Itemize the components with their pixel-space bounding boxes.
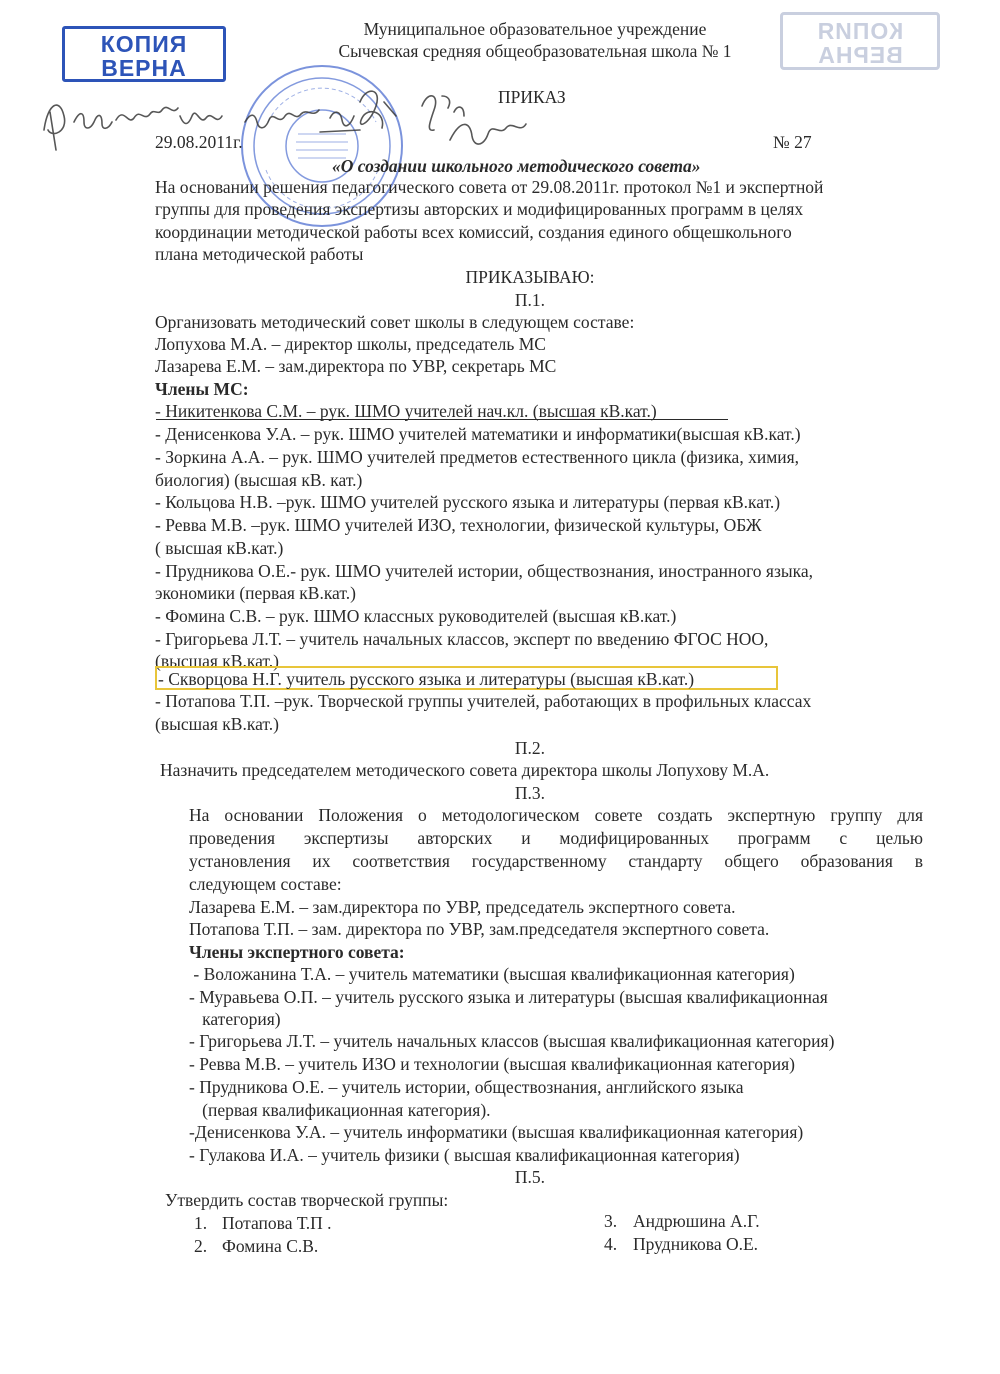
p3-paragraph-line: На основании Положения о методологическом совете создать экспертную группу для xyxy=(189,805,923,825)
p3-member-line: - Гулакова И.А. – учитель физики ( высшая квалификационная категория) xyxy=(189,1145,740,1165)
preamble-line: плана методической работы xyxy=(155,244,364,264)
org-name-line2: Сычевская средняя общеобразовательная школа № 1 xyxy=(338,41,732,61)
p5-text: Утвердить состав творческой группы: xyxy=(165,1190,449,1210)
preamble-line: группы для проведения экспертизы авторских и модифицированных программ в целях xyxy=(155,199,804,219)
section-heading-p2: П.2. xyxy=(514,738,546,758)
org-name-line1: Муниципальное образовательное учреждение xyxy=(363,19,707,39)
p1-member-line: (высшая кВ.кат.) xyxy=(155,714,279,734)
handdrawn-underline xyxy=(156,419,728,420)
group-item-number: 4. xyxy=(604,1234,618,1254)
p3-member-line: - Прудникова О.Е. – учитель истории, обществознания, английского языка xyxy=(189,1077,744,1097)
p3-member-line: категория) xyxy=(189,1009,281,1029)
p1-member-line-highlighted: - Скворцова Н.Г. учитель русского языка и литературы (высшая кВ.кат.) xyxy=(158,669,695,689)
group-item-name: Андрюшина А.Г. xyxy=(633,1211,760,1231)
p1-line: Лазарева Е.М. – зам.директора по УВР, секретарь МС xyxy=(155,356,557,376)
p1-member-line: - Потапова Т.П. –рук. Творческой группы учителей, работающих в профильных классах xyxy=(155,691,812,711)
order-number: № 27 xyxy=(773,132,812,152)
p3-paragraph-line: установления их соответствия государственному стандарту общего образования в xyxy=(189,851,923,871)
group-item-name: Потапова Т.П . xyxy=(222,1213,332,1233)
p1-member-line: (высшая кВ.кат.) xyxy=(155,651,279,671)
mirrored-stamp-line1: КОПИЯ xyxy=(816,18,904,44)
p3-members-heading: Члены экспертного совета: xyxy=(189,942,405,962)
p3-line: Лазарева Е.М. – зам.директора по УВР, председатель экспертного совета. xyxy=(189,897,736,917)
p3-member-line: -Денисенкова У.А. – учитель информатики (высшая квалификационная категория) xyxy=(189,1122,804,1142)
p3-line: Потапова Т.П. – зам. директора по УВР, зам.председателя экспертного совета. xyxy=(189,919,770,939)
p1-member-line: - Григорьева Л.Т. – учитель начальных классов, эксперт по введению ФГОС НОО, xyxy=(155,629,769,649)
p3-member-line: - Ревва М.В. – учитель ИЗО и технологии (высшая квалификационная категория) xyxy=(189,1054,795,1074)
p1-member-line: - Прудникова О.Е.- рук. ШМО учителей истории, обществознания, иностранного языка, xyxy=(155,561,814,581)
section-heading-p3: П.3. xyxy=(514,783,546,803)
handwritten-signature xyxy=(30,72,550,162)
p3-paragraph-line: следующем составе: xyxy=(189,874,342,894)
p1-member-line: - Никитенкова С.М. – рук. ШМО учителей нач.кл. (высшая кВ.кат.) xyxy=(155,401,657,421)
group-item-name: Прудникова О.Е. xyxy=(633,1234,759,1254)
order-date: 29.08.2011г. xyxy=(155,132,243,152)
order-word: ПРИКАЗЫВАЮ: xyxy=(465,267,595,287)
mirrored-stamp-line2: ВЕРНА xyxy=(817,42,903,68)
p1-line: Организовать методический совет школы в следующем составе: xyxy=(155,312,635,332)
preamble-line: На основании решения педагогического совета от 29.08.2011г. протокол №1 и экспертной xyxy=(155,177,824,197)
order-subject: «О создании школьного методического совета» xyxy=(332,156,701,176)
p1-line: Лопухова М.А. – директор школы, председатель МС xyxy=(155,334,546,354)
p3-paragraph-line: проведения экспертизы авторских и модифицированных программ с целью xyxy=(189,828,923,848)
p3-member-line: - Муравьева О.П. – учитель русского языка и литературы (высшая квалификационная xyxy=(189,987,828,1007)
p1-member-line: - Ревва М.В. –рук. ШМО учителей ИЗО, технологии, физической культуры, ОБЖ xyxy=(155,515,762,535)
section-heading-p5: П.5. xyxy=(514,1167,546,1187)
p1-members-heading: Члены МС: xyxy=(155,379,249,399)
p2-text: Назначить председателем методического совета директора школы Лопухову М.А. xyxy=(160,760,770,780)
section-heading-p1: П.1. xyxy=(514,290,546,310)
p1-member-line: - Денисенкова У.А. – рук. ШМО учителей математики и информатики(высшая кВ.кат.) xyxy=(155,424,801,444)
group-item-number: 1. xyxy=(194,1213,208,1233)
group-item-name: Фомина С.В. xyxy=(222,1236,319,1256)
p1-member-line: ( высшая кВ.кат.) xyxy=(155,538,284,558)
group-item-number: 3. xyxy=(604,1211,618,1231)
p1-member-line: - Фомина С.В. – рук. ШМО классных руководителей (высшая кВ.кат.) xyxy=(155,606,677,626)
p3-member-line: (первая квалификационная категория). xyxy=(189,1100,491,1120)
p1-member-line: экономики (первая кВ.кат.) xyxy=(155,583,356,603)
p3-member-line: - Григорьева Л.Т. – учитель начальных классов (высшая квалификационная категория) xyxy=(189,1031,835,1051)
group-item-number: 2. xyxy=(194,1236,208,1256)
p1-member-line: биология) (высшая кВ. кат.) xyxy=(155,470,363,490)
p1-member-line: - Зоркина А.А. – рук. ШМО учителей предметов естественного цикла (физика, химия, xyxy=(155,447,800,467)
p1-member-line: - Кольцова Н.В. –рук. ШМО учителей русского языка и литературы (первая кВ.кат.) xyxy=(155,492,781,512)
p3-member-line: - Воложанина Т.А. – учитель математики (высшая квалификационная категория) xyxy=(189,964,795,984)
stamp-copy-line2: ВЕРНА xyxy=(101,55,187,81)
preamble-line: координации методической работы всех комиссий, создания единого общешкольного xyxy=(155,222,792,242)
stamp-copy-line1: КОПИЯ xyxy=(100,31,188,57)
document-type-title: ПРИКАЗ xyxy=(498,87,566,107)
